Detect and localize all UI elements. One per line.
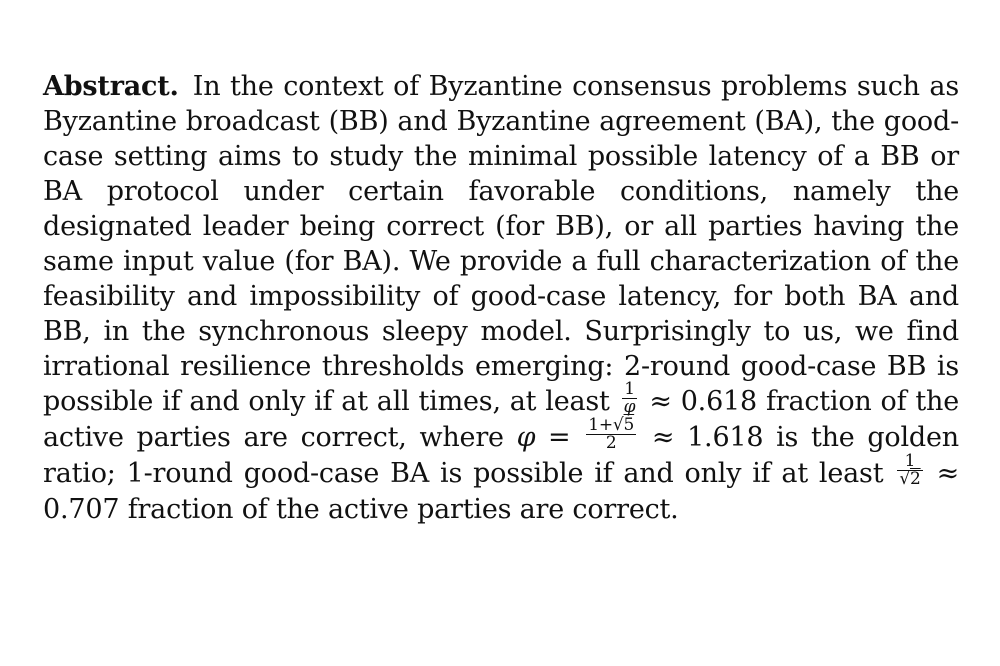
approx-value-1-618: ≈ 1.618 bbox=[651, 422, 764, 453]
fraction-numerator: 1 bbox=[622, 381, 638, 399]
abstract-text-2: fraction of the active parties are correct, where bbox=[43, 386, 959, 453]
fraction-denominator: √2 bbox=[899, 469, 921, 489]
fraction-denominator: 2 bbox=[605, 433, 617, 453]
fraction-numerator: 1+√5 bbox=[588, 415, 635, 435]
equals-sign: = bbox=[548, 422, 571, 453]
approx-value-0-618: ≈ 0.618 bbox=[649, 386, 757, 417]
approx-value-0-707: ≈ 0.707 bbox=[43, 458, 959, 525]
abstract-paragraph bbox=[43, 69, 959, 527]
fraction-one-over-sqrt-two bbox=[897, 453, 922, 488]
fraction-golden-ratio bbox=[586, 417, 636, 452]
abstract-text-4: fraction of the active parties are correct. bbox=[127, 494, 679, 525]
abstract-text-3: is the golden ratio; 1-round good-case BA is possible if and only if at least bbox=[43, 422, 959, 489]
abstract-text-1: In the context of Byzantine consensus problems such as Byzantine broadcast (BB) and Byzantine agreement (BA), the good-case setting aims to study the minimal possible latency of a BB or BA protocol under certain favorable conditions, namely the designated leader being correct (for BB), or all parties having the same input value (for BA). We provide a full characterization of the feasibility and impossibility of good-case latency, for both BA and BB, in the synchronous sleepy model. Surprisingly to us, we find irrational resilience thresholds emerging: 2-round good-case BB is possible if and only if at all times, at least bbox=[43, 71, 959, 417]
fraction-numerator: 1 bbox=[897, 453, 922, 471]
fraction-one-over-phi bbox=[622, 381, 638, 416]
phi-symbol: φ bbox=[516, 422, 536, 453]
abstract-heading: Abstract. bbox=[43, 71, 179, 102]
fraction-denominator: φ bbox=[623, 397, 636, 417]
